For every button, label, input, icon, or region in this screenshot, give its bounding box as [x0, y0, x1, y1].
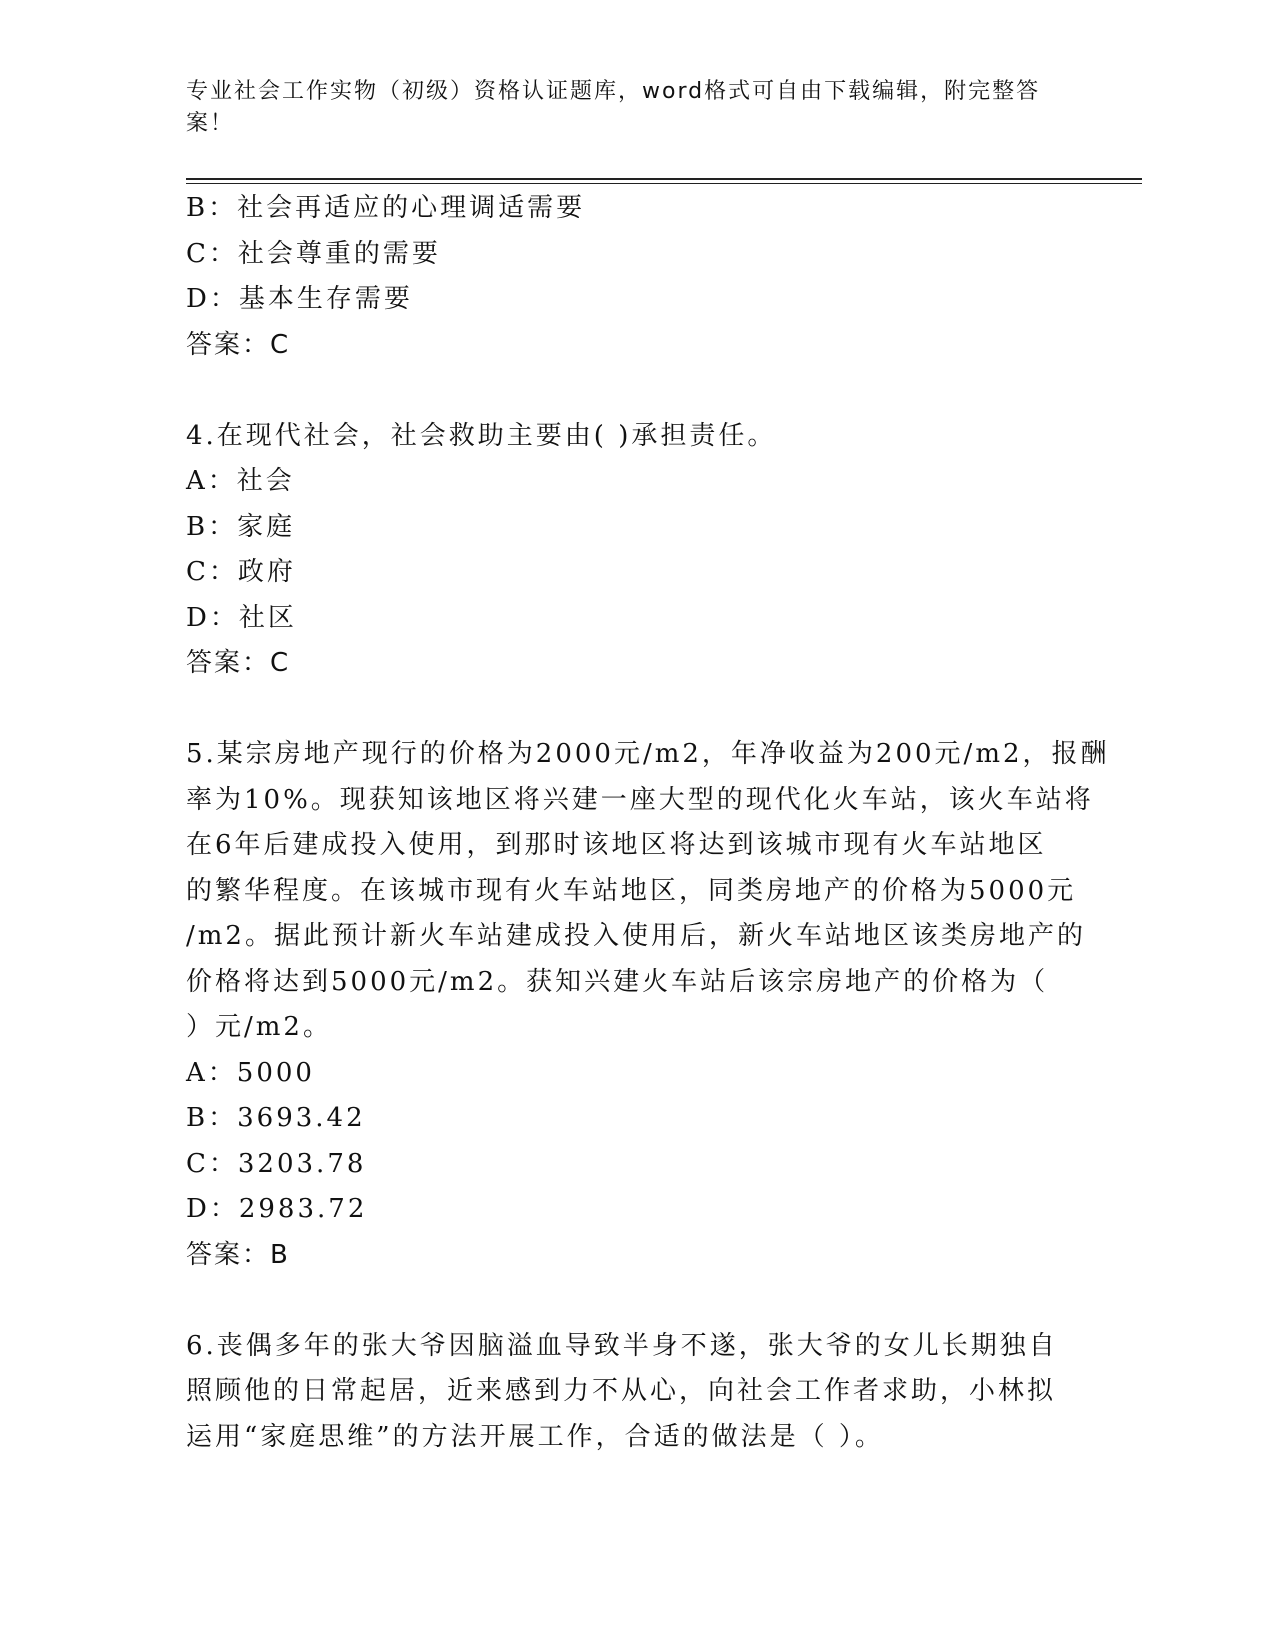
stem-line: 在6年后建成投入使用，到那时该地区将达到该城市现有火车站地区 — [186, 830, 1047, 860]
spacer — [186, 368, 1066, 414]
header-divider-thick — [186, 178, 1142, 180]
question-stem: 4.在现代社会，社会救助主要由( )承担责任。 — [186, 420, 777, 451]
spacer — [186, 687, 1066, 733]
option-a: A：5000 — [186, 1057, 315, 1088]
question-stem — [186, 1324, 1066, 1461]
stem-line: 照顾他的日常起居，近来感到力不从心，向社会工作者求助，小林拟 — [186, 1376, 1057, 1406]
header-line-1: 专业社会工作实物（初级）资格认证题库，word格式可自由下载编辑，附完整答 — [186, 79, 1041, 104]
option-c: C：3203.78 — [186, 1148, 367, 1179]
option-b: B：3693.42 — [186, 1103, 366, 1133]
stem-line: 5.某宗房地产现行的价格为2000元/m2，年净收益为200元/m2，报酬 — [186, 739, 1110, 769]
stem-line: /m2。据此预计新火车站建成投入使用后，新火车站地区该类房地产的 — [186, 921, 1086, 951]
stem-line: ）元/m2。 — [186, 1012, 332, 1042]
option-a: A：社会 — [186, 466, 295, 496]
option-b: B：家庭 — [186, 511, 296, 542]
answer-line: 答案：B — [186, 1239, 290, 1270]
stem-line: 率为10%。现获知该地区将兴建一座大型的现代化火车站，该火车站将 — [186, 784, 1094, 815]
option-d: D：基本生存需要 — [186, 284, 413, 314]
header-divider-thin — [186, 183, 1142, 184]
stem-line: 运用“家庭思维”的方法开展工作，合适的做法是（ ）。 — [186, 1421, 884, 1452]
stem-line: 价格将达到5000元/m2。获知兴建火车站后该宗房地产的价格为（ — [186, 966, 1049, 997]
answer-line: 答案：C — [186, 329, 291, 360]
option-d: D：社区 — [186, 602, 297, 633]
option-d: D：2983.72 — [186, 1194, 368, 1224]
question-4 — [186, 414, 1066, 687]
answer-line: 答案：C — [186, 648, 291, 678]
question-6 — [186, 1324, 1066, 1461]
option-c: C：政府 — [186, 557, 296, 587]
stem-line: 的繁华程度。在该城市现有火车站地区，同类房地产的价格为5000元 — [186, 875, 1077, 906]
header-line-2: 案！ — [186, 111, 235, 136]
stem-line: 6.丧偶多年的张大爷因脑溢血导致半身不遂，张大爷的女儿长期独自 — [186, 1330, 1058, 1361]
question-5 — [186, 732, 1110, 1278]
spacer — [186, 1278, 1066, 1324]
document-body — [186, 186, 1110, 1460]
question-3-tail — [186, 186, 1066, 368]
option-c: C：社会尊重的需要 — [186, 238, 441, 269]
question-stem — [186, 732, 1110, 1051]
document-header — [186, 76, 1066, 140]
option-b: B：社会再适应的心理调适需要 — [186, 193, 586, 223]
